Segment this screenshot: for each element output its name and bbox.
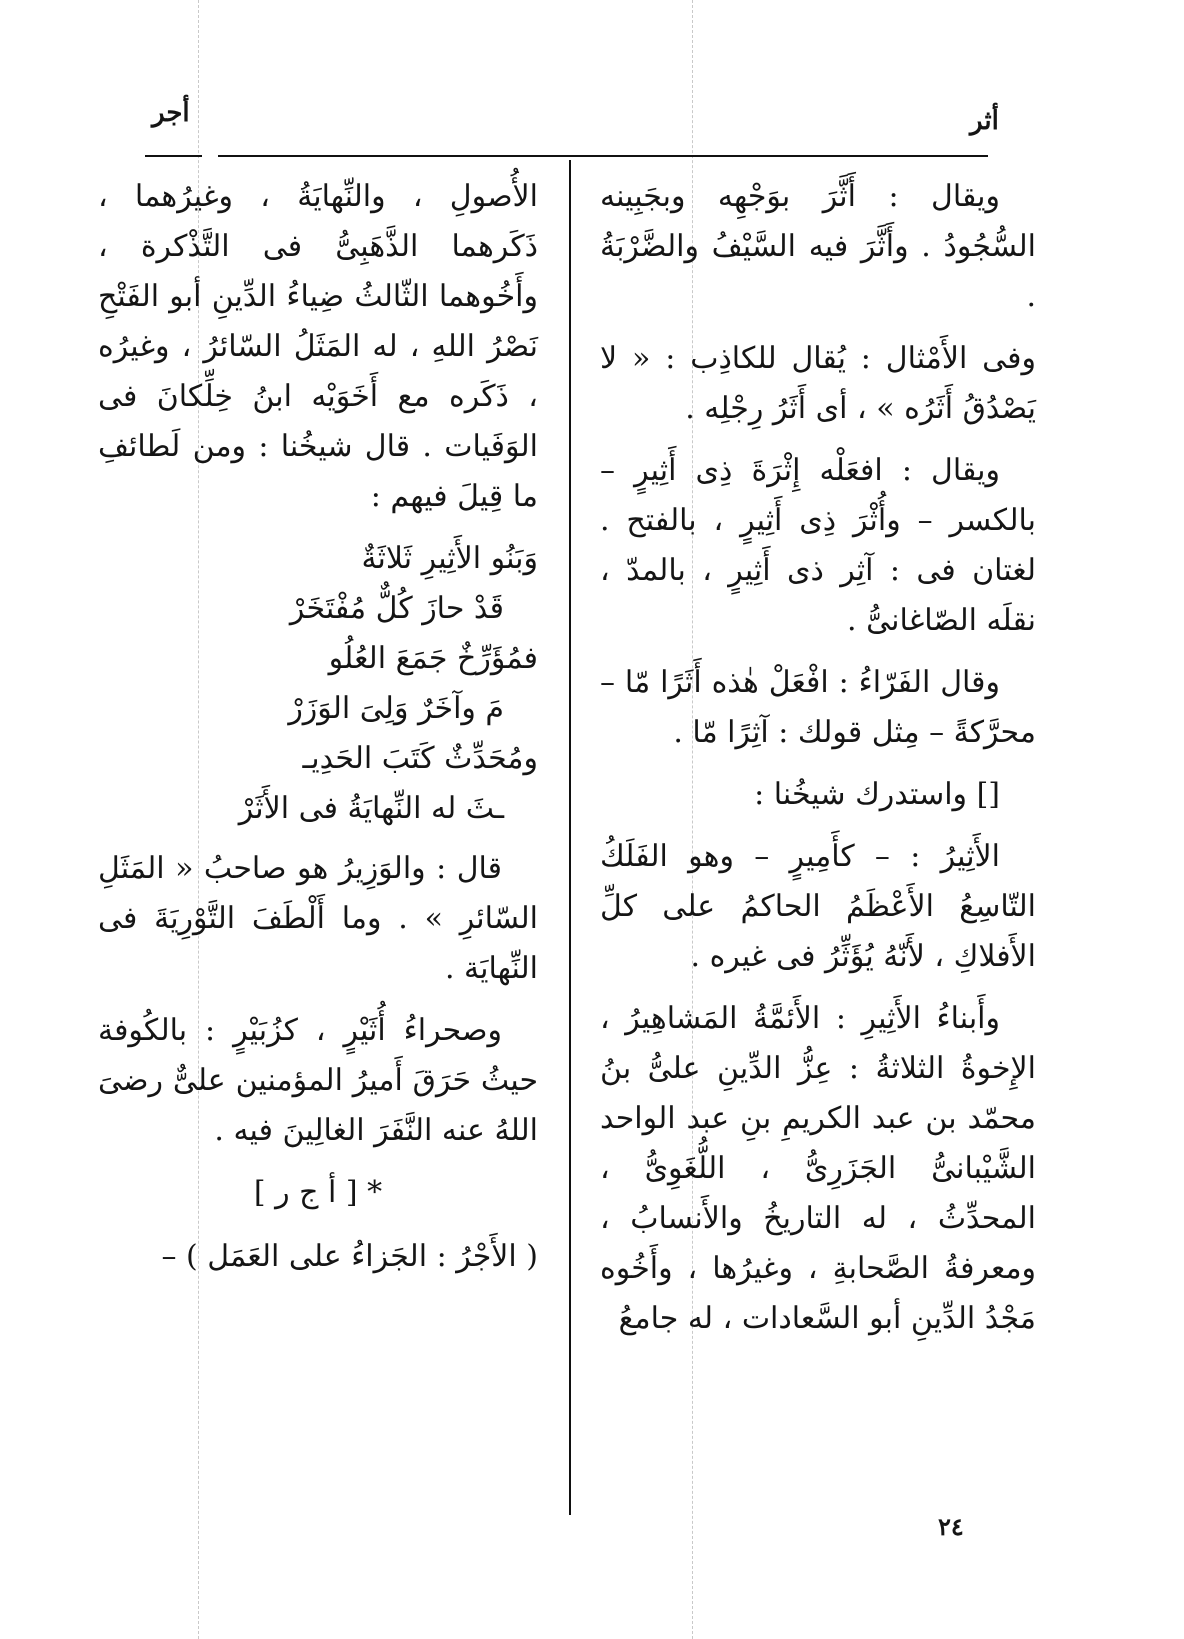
verse-line: ـثَ له النِّهايَةُ فى الأَثَرْ — [238, 791, 504, 826]
header-word-right: أثر — [970, 106, 999, 136]
right-column — [600, 172, 1036, 1356]
verse-line: فمُؤَرِّخٌ جَمَعَ العُلُو — [328, 641, 538, 676]
entry-marker: * [ أ ج ر ] — [253, 1175, 383, 1210]
verse-line: قَدْ حازَ كُلٌّ مُفْتَخَرْ — [289, 591, 504, 626]
column-divider — [569, 160, 571, 1515]
left-column — [98, 172, 538, 1294]
paragraph: وصحراءُ أُثَيْرٍ ، كزُبَيْرٍ : بالكُوفة حيثُ حَرَقَ أَميرُ المؤمنين علىٌّ رضىَ اللهُ عنه النَّفَرَ الغالِينَ فيه . — [98, 1013, 538, 1148]
header-rule-short — [145, 155, 202, 157]
poem — [98, 534, 538, 834]
paragraph: قال : والوَزِيرُ هو صاحبُ « المَثَلِ السّائرِ » . وما أَلْطَفَ التَّوْرِيَةَ فى النِّهايَة . — [98, 851, 538, 986]
paragraph: [] واستدرك شيخُنا : — [754, 777, 1000, 812]
header-word-left: أجر — [152, 98, 190, 128]
verse-line: وَبَنُو الأَثِيرِ ثَلاثَةٌ — [361, 541, 538, 576]
header-rule-long — [218, 155, 988, 157]
paragraph: الأَثِيرُ : – كأَمِيرٍ – وهو الفَلَكُ التّاسِعُ الأَعْظَمُ الحاكمُ على كلِّ الأَفلاكِ ، لأَنّهُ يُؤَثِّرُ فى غيره . — [600, 839, 1036, 974]
paragraph: الأُصولِ ، والنِّهايَةُ ، وغيرُهما ، ذَكَرهما الذَّهَبِىُّ فى التَّذْكرة ، وأَخُوهما الثّالثُ ضِياءُ الدِّينِ أبو الفَتْحِ نَصْرُ اللهِ ، له المَثَلُ السّائرُ ، وغيرُه ، ذَكَره مع أَخَوَيْه ابنُ خِلِّكانَ فى الوَفَيات . قال شيخُنا : ومن لَطائفِ ما قِيلَ فيهم : — [98, 179, 538, 514]
paragraph: ويقال : أَثَّرَ بوَجْهِه وبجَبِينه السُّجُودُ . وأَثَّرَ فيه السَّيْفُ والضَّرْبَةُ . — [600, 179, 1036, 314]
paragraph: وقال الفَرّاءُ : افْعَلْ هٰذه أَثَرًا مّا – محرَّكةً – مِثل قولك : آثِرًا مّا . — [600, 665, 1036, 750]
page-number: ٢٤ — [938, 1512, 964, 1541]
verse-line: مَ وآخَرٌ وَلِىَ الوَزَرْ — [288, 691, 504, 726]
verse-line: ومُحَدِّثٌ كَتَبَ الحَدِيـ — [302, 741, 538, 776]
paragraph: ويقال : افعَلْه إِثْرَةَ ذِى أَثِيرٍ – بالكسر – وأُثْرَ ذِى أَثِيرٍ ، بالفتح . لغتان فى : آثِر ذى أَثِيرٍ ، بالمدّ ، نقلَه الصّاغانىُّ . — [600, 453, 1036, 638]
paragraph: وفى الأَمْثال : يُقال للكاذِب : « لا يَصْدُقُ أَثَرُه » ، أى أَثَرُ رِجْلِه . — [600, 341, 1036, 426]
entry-start: ( الأَجْرُ : الجَزاءُ على العَمَل ) – — [161, 1239, 538, 1274]
paragraph: وأَبناءُ الأَثِيرِ : الأَئمَّةُ المَشاهِيرُ ، الإِخوةُ الثلاثةُ : عِزُّ الدِّينِ علىُّ بنُ محمّد بن عبد الكريمِ بنِ عبد الواحد الشَّيْبانىُّ الجَزَرِىُّ ، اللُّغَوِىُّ ، المحدِّثُ ، له التاريخُ والأَنسابُ ، ومعرفةُ الصَّحابةِ ، وغيرُها ، وأَخُوه مَجْدُ الدِّينِ أبو السَّعادات ، له جامعُ — [600, 1001, 1036, 1336]
